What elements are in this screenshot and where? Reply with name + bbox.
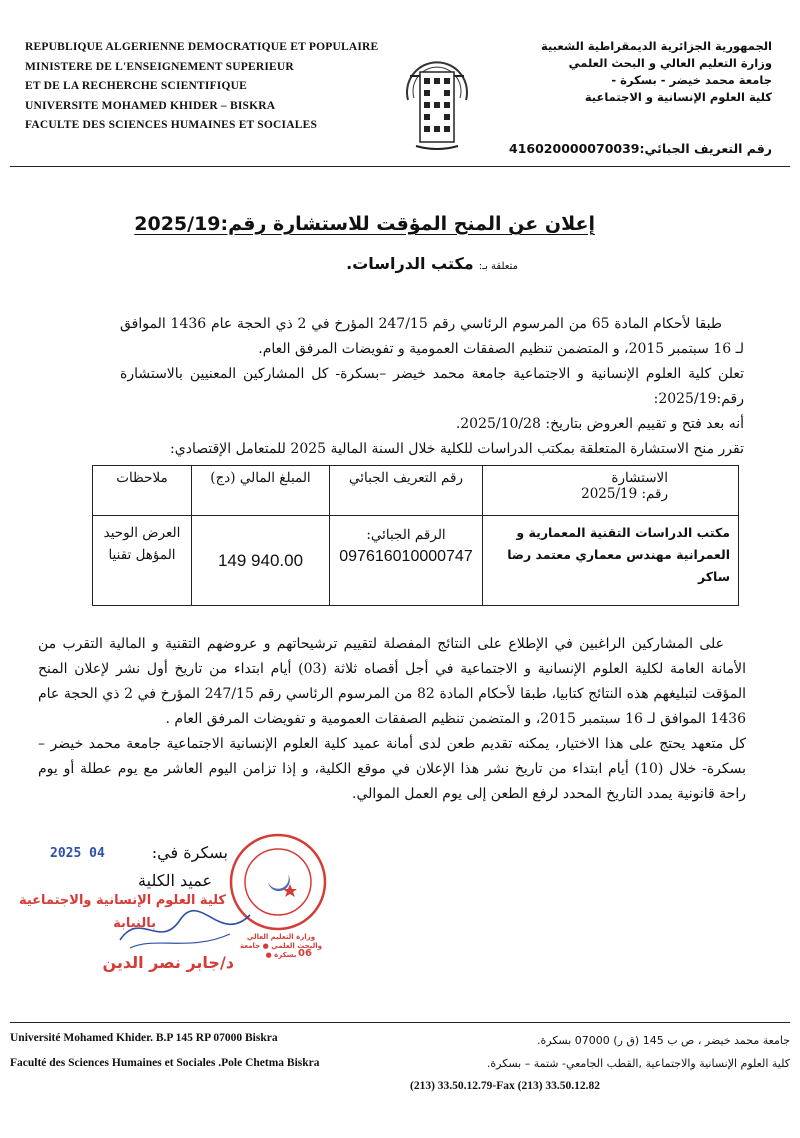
table-header-row <box>93 466 739 516</box>
stamp-name: د/جابر نصر الدين <box>102 953 234 972</box>
place-date <box>152 840 228 865</box>
body-block <box>38 632 746 807</box>
footer-ar-line: كلية العلوم الإنسانية والاجتماعية ,القطب الجامعي- شتمة – بسكرة. <box>486 1057 790 1070</box>
intro-paragraph: تعلن كلية العلوم الإنسانية و الاجتماعية جامعة محمد خيضر –بسكرة- كل المشاركين المعنيين بالاستشارة رقم:2025/19: <box>120 366 744 407</box>
cell-remarks-line: المؤهل تقنيا <box>108 547 176 563</box>
signature-scribble <box>110 900 260 960</box>
body-paragraph: كل متعهد يحتج على هذا الاختيار، يمكنه تقديم طعن لدى أمانة عميد كلية العلوم الإنسانية الاجتماعية جامعة محمد خيضر –بسكرة- خلال (10) أيام ابتداء من تاريخ نشر هذا الإعلان في موقع الكلية، و إذا تزامن اليوم العاشر مع يوم عطلة أو يوم راحة قانونية يمدد التاريخ المحدد لرفع الطعن إلى يوم العمل الموالي. <box>38 736 746 802</box>
header-ar-line: وزارة التعليم العالي و البحث العلمي <box>568 56 772 70</box>
header-divider <box>10 166 790 167</box>
subtitle <box>346 254 518 273</box>
seal-number: 06 <box>298 948 312 959</box>
dean-title: عميد الكلية <box>138 871 212 890</box>
subtitle-main: مكتب الدراسات. <box>346 254 474 273</box>
cell-tax-label: الرقم الجبائي: <box>366 527 446 543</box>
header-fr-line: REPUBLIQUE ALGERIENNE DEMOCRATIQUE ET POPULAIRE <box>25 41 379 53</box>
footer-phone: (213) 33.50.12.79-Fax (213) 33.50.12.82 <box>410 1080 601 1092</box>
cell-remarks-line: العرض الوحيد <box>103 525 181 541</box>
intro-paragraph: تقرر منح الاستشارة المتعلقة بمكتب الدراسات للكلية خلال السنة المالية 2025 للمتعامل الإقتصادي: <box>170 441 744 457</box>
seal-ring-text: وزارة التعليم العالي والبحث العلمي ● جامعة بسكرة ● <box>240 933 322 959</box>
header-fr-line: UNIVERSITE MOHAMED KHIDER – BISKRA <box>25 99 276 112</box>
header-consultation <box>483 466 739 516</box>
header-ar-line: الجمهورية الجزائرية الديمقراطية الشعبية <box>540 39 772 53</box>
cell-remarks <box>93 516 192 606</box>
stamped-date: 2025 04 <box>50 846 105 861</box>
header-ar-line: جامعة محمد خيضر - بسكرة - <box>611 73 772 87</box>
place-date-label: بسكرة في: <box>151 843 228 862</box>
cell-amount <box>192 516 330 606</box>
cell-amount-value: 149 940.00 <box>217 550 304 570</box>
subtitle-prefix: متعلقة بـ: <box>478 261 518 272</box>
table-row <box>93 516 739 606</box>
header-fr-block <box>25 38 387 136</box>
footer-ar-line: جامعة محمد خيضر ، ص ب 145 (ق ر) 07000 بسكرة. <box>537 1034 790 1047</box>
footer-fr-line: Faculté des Sciences Humaines et Sociales .Pole Chetma Biskra <box>10 1057 320 1069</box>
footer-divider <box>10 1022 790 1023</box>
header-ar-line: كلية العلوم الإنسانية و الاجتماعية <box>584 90 772 104</box>
stamp-deputy: بالنيابة <box>113 916 156 931</box>
footer-fr-line: Université Mohamed Khider. B.P 145 RP 07000 Biskra <box>10 1032 278 1044</box>
intro-paragraph: أنه بعد فتح و تقييم العروض بتاريخ: 2025/10/28. <box>455 416 744 432</box>
intro-block <box>120 312 744 462</box>
cell-tax <box>330 516 483 606</box>
header-fr-line: MINISTERE DE L'ENSEIGNEMENT SUPERIEUR <box>25 60 294 73</box>
cell-tax-number: 097616010000747 <box>339 548 473 565</box>
header-ar-block <box>442 38 772 106</box>
header-amount: المبلغ المالي (دج) <box>192 466 330 516</box>
header-consultation-number: رقم: 2025/19 <box>581 486 668 502</box>
header-tax-id: رقم التعريف الجبائي <box>330 466 483 516</box>
header-tax-id: رقم التعريف الجبائي:416020000070039 <box>509 141 772 156</box>
cell-office: مكتب الدراسات التقنية المعمارية و العمرانية مهندس معماري معتمد رضا ساكر <box>483 516 739 606</box>
header-fr-line: FACULTE DES SCIENCES HUMAINES ET SOCIALES <box>25 119 318 131</box>
stamp-faculty: كلية العلوم الإنسانية والاجتماعية <box>18 893 226 908</box>
header-fr-line: ET DE LA RECHERCHE SCIENTIFIQUE <box>25 80 247 92</box>
intro-paragraph: طبقا لأحكام المادة 65 من المرسوم الرئاسي رقم 247/15 المؤرخ في 2 ذي الحجة عام 1436 الموافق لـ 16 سبتمبر 2015، و المتضمن تنظيم الصفقات العمومية و تفويضات المرفق العام. <box>120 316 744 357</box>
header-consultation-label: الاستشارة <box>611 470 668 486</box>
page-title: إعلان عن المنح المؤقت للاستشارة رقم:2025/19 <box>134 213 595 235</box>
award-table <box>92 465 739 606</box>
header-remarks: ملاحظات <box>93 466 192 516</box>
body-paragraph: على المشاركين الراغبين في الإطلاع على النتائج المفصلة لتقييم ترشيحاتهم و عروضهم التقنية و المالية التقرب من الأمانة العامة لكلية العلوم الإنسانية و الاجتماعية في أجل أقصاه ثلاثة (03) أيام ابتداء من تاريخ أول نشر لإعلان المنح المؤقت لتبليغهم هذه النتائج كتابيا، طبقا لأحكام المادة 82 من المرسوم الرئاسي رقم 247/15 المؤرخ في 2 ذي الحجة عام 1436 الموافق لـ 16 سبتمبر 2015، و المتضمن تنظيم الصفقات العمومية و تفويضات المرفق العام . <box>38 636 746 727</box>
